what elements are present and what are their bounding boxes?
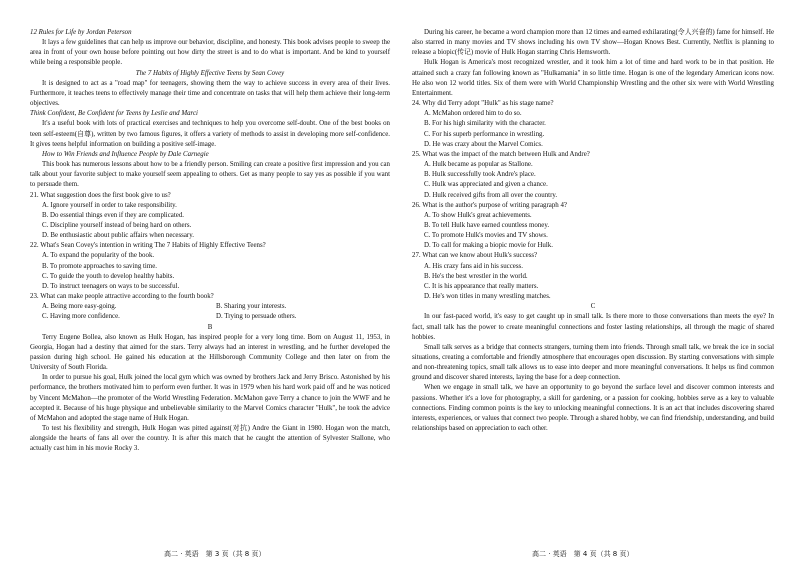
passage-b-paragraph-3: To test his flexibility and strength, Hulk Hogan was pitted against(对抗) Andre the Giant in 1980. Hogan won the match, alongside the hearts of fans all over the country. It is after this match that he caught the attention of Sylvester Stallone, who actually cast him in his movie Rocky 3.: [30, 425, 390, 453]
q24-option-b: B. For his high similarity with the character.: [424, 120, 546, 128]
book1-title: 12 Rules for Life by Jordan Peterson: [30, 29, 132, 36]
q24-option-c: C. For his superb performance in wrestling.: [424, 130, 545, 138]
question-27: 27. What can we know about Hulk's success?: [412, 252, 538, 260]
q23-option-c: C. Having more confidence.: [42, 313, 120, 321]
q27-option-b: B. He's the best wrestler in the world.: [424, 272, 528, 280]
q27-option-c: C. It is his appearance that really matters.: [424, 282, 539, 290]
q22-option-a: A. To expand the popularity of the book.: [42, 252, 155, 260]
q23-options: [30, 302, 390, 322]
q26-option-d: D. To call for making a biopic movie for Hulk.: [424, 242, 553, 250]
passage-b-paragraph-4: During his career, he became a word champion more than 12 times and earned exhilarating(令人兴奋的) fame for himself. He also starred in many movies and TV shows including his own TV show—Hogan Knows Best. Currently, Netflix is planning to release a biopic(传记) movie of Hulk Hogan starring Chris Hemsworth.: [412, 29, 774, 57]
question-22: 22. What's Sean Covey's intention in writing The 7 Habits of Highly Effective Teens?: [30, 242, 266, 250]
q23-option-b: B. Sharing your interests.: [216, 303, 287, 311]
q26-option-c: C. To promote Hulk's movies and TV shows.: [424, 232, 548, 240]
q25-option-c: C. Hulk was appreciated and given a chance.: [424, 181, 548, 189]
question-25: 25. What was the impact of the match between Hulk and Andre?: [412, 150, 590, 158]
book1-text: It lays a few guidelines that can help us improve our behavior, discipline, and honesty. This book advises people to sweep the area in front of your own house before pointing out how dirty the street is and to do what is important. And be kind to yourself while being a responsible people.: [30, 39, 390, 67]
q21-option-c: C. Discipline yourself instead of being hard on others.: [42, 221, 192, 229]
passage-b-paragraph-5: Hulk Hogan is America's most recognized wrestler, and it took him a lot of time and hard work to be in that position. He attained such a crazy fan following known as "Hulkamania" in so little time. Hogan is one of the legendary American icons now. He also won 12 world titles. Six of them were with World Championship Wrestling and the other six were with World Wrestling Entertainment.: [412, 59, 774, 97]
question-26: 26. What is the author's purpose of writing paragraph 4?: [412, 201, 567, 209]
passage-b-paragraph-1: Terry Eugene Bollea, also known as Hulk Hogan, has inspired people for a very long time. Born on August 11, 1953, in Georgia, Hogan had a destiny that aimed for the stars. Terry always had an interest in wrestling, and he further developed the passion during high school. He gained his education at the Hillsborough Community College and then later on from the University of South Florida.: [30, 333, 390, 372]
passage-b-paragraph-2: In order to pursue his goal, Hulk joined the local gym which was owned by brothers Jack and Jerry Brisco. Astonished by his performance, the brothers motivated him to perform even further. It was in 1979 when his hard work paid off and he was noticed by Vincent McMahon—the promoter of the World Wrestling Federation. McMahon gave Terry a chance to join the WWF and he accepted it. Because of his huge physique and unbelievable similarity to the Marvel Comics character "Hulk", he took the advice of McMahon and adopted the stage name of Hulk Hogan.: [30, 374, 390, 422]
q25-option-d: D. Hulk received gifts from all over the country.: [424, 191, 558, 199]
q22-option-b: B. To promote approaches to saving time.: [42, 262, 157, 270]
q21-option-b: B. Do essential things even if they are complicated.: [42, 211, 184, 219]
q23-option-d: D. Trying to persuade others.: [216, 313, 297, 321]
q26-option-a: A. To show Hulk's great achievements.: [424, 211, 532, 219]
q27-option-d: D. He's won titles in many wrestling matches.: [424, 293, 551, 301]
q22-option-c: C. To guide the youth to develop healthy habits.: [42, 272, 175, 280]
book4-text: This book has numerous lessons about how to be a friendly person. Smiling can create a positive first impression and you can talk about your favorite subject to make yourself seem appealing to others. Get as many people to say yes as possible if you want to persuade them.: [30, 161, 390, 189]
section-c-heading: C: [590, 303, 596, 311]
book2-title: The 7 Habits of Highly Effective Teens by Sean Covey: [135, 69, 285, 77]
book4-title: How to Win Friends and Influence People by Dale Carnegie: [42, 150, 209, 158]
q24-option-d: D. He was crazy about the Marvel Comics.: [424, 140, 543, 148]
q24-option-a: A. McMahon ordered him to do so.: [424, 110, 522, 118]
q25-option-a: A. Hulk became as popular as Stallone.: [424, 161, 533, 169]
book3-text: It's a useful book with lots of practical exercises and techniques to help you overcome self-doubt. One of the best books on teen self-esteem(自尊), written by two famous figures, it offers a variety of methods to assist in developing more self-confidence. It gives teens helpful information on building a positive self-image.: [30, 120, 390, 148]
right-column: [412, 28, 774, 434]
passage-c-paragraph-2: Small talk serves as a bridge that connects strangers, turning them into friends. Through small talk, we break the ice in social situations, creating a comfortable and friendly atmosphere that encourages open discussion. By starting conversations with simple and non-threatening topics, small talk allows us to ease into deeper and more meaningful conversations. It helps us find common ground and discover shared interests, laying the base for a deep connection.: [412, 343, 774, 382]
question-23: 23. What can make people attractive according to the fourth book?: [30, 293, 214, 301]
passage-c-paragraph-1: In our fast-paced world, it's easy to get caught up in small talk. Is there more to those conversations than meets the eye? In fact, small talk has the power to create meaningful connections and foster lasting relationships, all through the magic of shared hobbies.: [412, 313, 774, 341]
passage-c-paragraph-3: When we engage in small talk, we have an opportunity to go beyond the surface level and discover common interests and passions. Whether it's a love for photography, a skill for gardening, or a passion for cooking, hobbies serve as a key to valuable connections. Finding common points is the key to unlocking meaningful connections. It is an act that includes discovering shared interests, experiences, or values that connect two people. Through a shared hobby, we can find friendship, understanding, and build relationships based on appreciation to each other.: [412, 384, 774, 433]
question-24: 24. Why did Terry adopt "Hulk" as his stage name?: [412, 100, 554, 108]
question-21: 21. What suggestion does the first book give to us?: [30, 191, 171, 199]
page-footer-left: 高二 · 英语 第 3 页（共 8 页）: [164, 550, 266, 558]
q22-option-d: D. To instruct teenagers on ways to be successful.: [42, 282, 180, 290]
q26-option-b: B. To tell Hulk have earned countless money.: [424, 221, 550, 229]
q21-option-d: D. Be enthusiastic about public affairs when necessary.: [42, 232, 194, 240]
book3-title: Think Confident, Be Confident for Teens by Leslie and Marci: [30, 110, 198, 118]
book2-text: It is designed to act as a "road map" for teenagers, showing them the way to achieve success in every area of their lives. Furthermore, it teaches teens to effectively manage their time and concentrate on tasks that will help them achieve their long-term objectives.: [30, 79, 390, 108]
q23-option-a: A. Being more easy-going.: [42, 303, 117, 311]
page-footer-right: 高二 · 英语 第 4 页（共 8 页）: [532, 550, 634, 558]
q25-option-b: B. Hulk successfully took Andre's place.: [424, 171, 536, 179]
left-column: [30, 28, 390, 455]
q21-option-a: A. Ignore yourself in order to take responsibility.: [42, 201, 177, 209]
section-b-heading: B: [207, 323, 213, 331]
q27-option-a: A. His crazy fans aid in his success.: [424, 262, 523, 270]
